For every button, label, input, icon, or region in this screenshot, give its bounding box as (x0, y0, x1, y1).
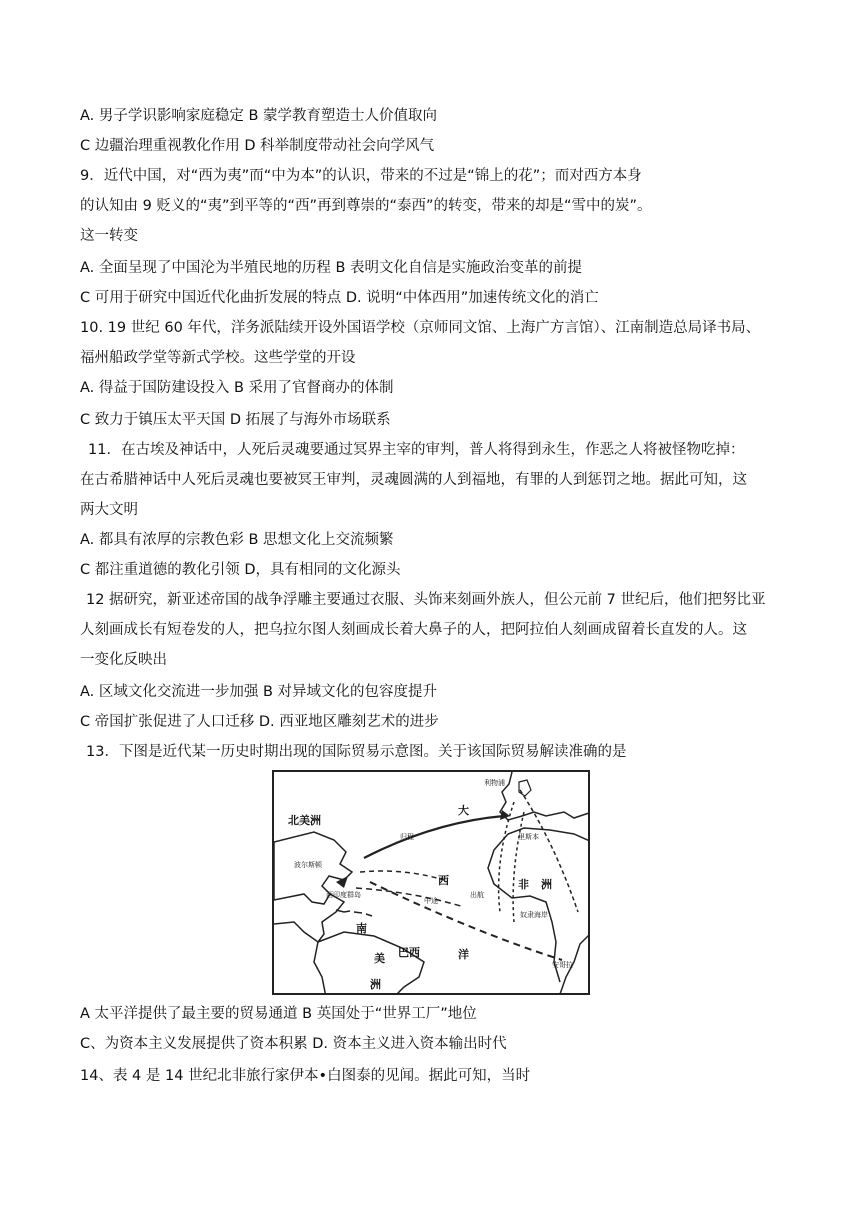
question-12-text: 一变化反映出 (80, 652, 167, 668)
question-9-option-line: C 可用于研究中国近代化曲折发展的特点 D. 说明“中体西用”加速传统文化的消亡 (80, 290, 599, 306)
question-12-option-line: A. 区域文化交流进一步加强 B 对异域文化的包容度提升 (80, 684, 438, 700)
label-brazil: 巴西 (398, 946, 420, 959)
question-9-option-line: A. 全面呈现了中国沦为半殖民地的历程 B 表明文化自信是实施政治变革的前提 (80, 260, 583, 276)
question-10-text: 福州船政学堂等新式学校。这些学堂的开设 (80, 350, 356, 366)
label-guiji: 归程 (400, 833, 414, 841)
option-line: A. 男子学识影响家庭稳定 B 蒙学教育塑造士人价值取向 (80, 108, 438, 124)
label-south: 南 (356, 922, 367, 935)
label-da: 大 (458, 804, 469, 817)
option-line: C 边疆治理重视教化作用 D 科举制度带动社会向学风气 (80, 138, 435, 154)
label-zhou: 洲 (370, 978, 381, 991)
label-angola: 安哥拉 (552, 961, 573, 969)
question-9-text: 的认知由 9 贬义的“夷”到平等的“西”再到尊崇的“泰西”的转变，带来的却是“雪中的炭”。 (80, 198, 652, 214)
question-9-text: 这一转变 (80, 228, 138, 244)
label-liverpool: 利物浦 (484, 779, 505, 787)
question-12-text: 12 据研究，新亚述帝国的战争浮雕主要通过衣服、头饰来刻画外族人，但公元前 7 世纪后，他们把努比亚 (86, 592, 766, 608)
label-xi: 西 (438, 874, 449, 887)
question-13-option-line: C、为资本主义发展提供了资本积累 D. 资本主义进入资本输出时代 (80, 1036, 507, 1052)
trade-route-map (272, 770, 590, 995)
question-9-text: 9．近代中国，对“西为夷”而“中为本”的认识，带来的不过是“锦上的花”；而对西方本身 (80, 168, 642, 184)
question-11-text: 两大文明 (80, 502, 138, 518)
label-lisbon: 里斯本 (518, 833, 539, 841)
question-11-text: 11．在古埃及神话中，人死后灵魂要通过冥界主宰的审判，普人将得到永生，作恶之人将被怪物吃掉： (88, 442, 745, 458)
question-14-text: 14、表 4 是 14 世纪北非旅行家伊本•白图泰的见闻。据此可知，当时 (80, 1068, 531, 1084)
label-zhongtu: 中途 (424, 897, 438, 905)
question-10-option-line: A. 得益于国防建设投入 B 采用了官督商办的体制 (80, 380, 394, 396)
question-12-option-line: C 帝国扩张促进了人口迁移 D. 西亚地区雕刻艺术的进步 (80, 714, 439, 730)
question-10-option-line: C 致力于镇压太平天国 D 拓展了与海外市场联系 (80, 412, 391, 428)
question-13-text: 13．下图是近代某一历史时期出现的国际贸易示意图。关于该国际贸易解读准确的是 (86, 744, 627, 760)
label-slave-coast: 奴隶海岸 (520, 911, 548, 919)
question-11-option-line: A. 都具有浓厚的宗教色彩 B 思想文化上交流频繁 (80, 532, 394, 548)
label-africa: 非洲 (518, 878, 564, 891)
label-mei: 美 (374, 952, 385, 965)
label-west-indies: 西印度群岛 (326, 891, 361, 899)
question-11-option-line: C 都注重道德的教化引领 D，具有相同的文化源头 (80, 562, 401, 578)
label-chuhang: 出航 (470, 891, 484, 899)
label-north-america: 北美洲 (288, 814, 321, 827)
label-yang: 洋 (458, 948, 469, 961)
question-13-option-line: A 太平洋提供了最主要的贸易通道 B 英国处于“世界工厂”地位 (80, 1006, 477, 1022)
label-boston: 波尔斯顿 (294, 861, 322, 869)
question-10-text: 10. 19 世纪 60 年代，洋务派陆续开设外国语学校（京师同文馆、上海广方言馆）、江南制造总局译书局、 (80, 320, 761, 336)
question-11-text: 在古希腊神话中人死后灵魂也要被冥王审判，灵魂圆满的人到福地，有罪的人到惩罚之地。据此可知，这 (80, 472, 747, 488)
question-12-text: 人刻画成长有短卷发的人，把乌拉尔图人刻画成长着大鼻子的人，把阿拉伯人刻画成留着长直发的人。这 (80, 622, 747, 638)
